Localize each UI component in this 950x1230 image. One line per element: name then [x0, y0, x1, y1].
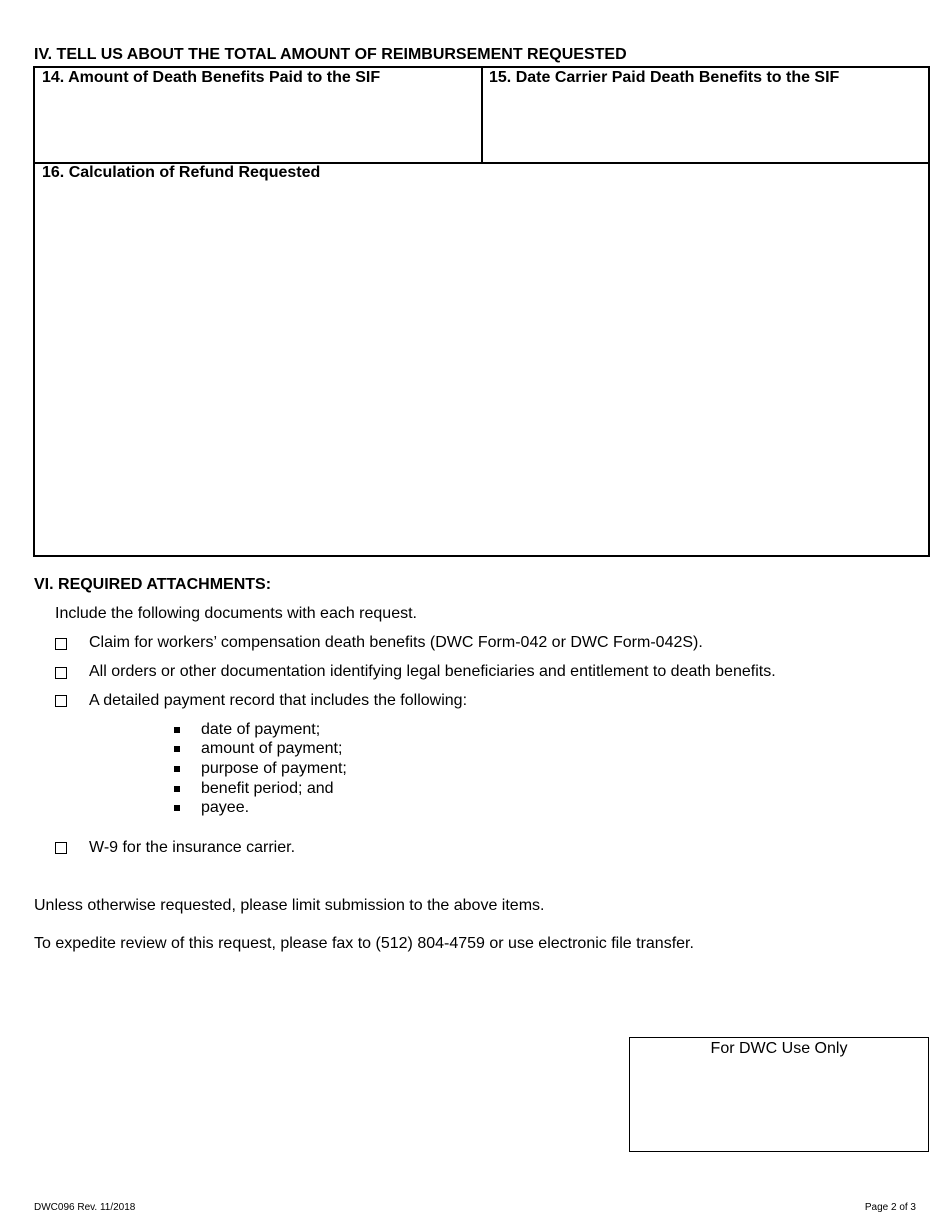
payment-detail-4: benefit period; and: [201, 780, 334, 797]
bullet-icon: [174, 746, 180, 752]
attachment-item-1: Claim for workers’ compensation death benefits (DWC Form-042 or DWC Form-042S).: [89, 634, 703, 651]
field-15-label: 15. Date Carrier Paid Death Benefits to the SIF: [489, 69, 840, 86]
attachment-checkbox-4[interactable]: [55, 842, 67, 854]
page-number: Page 2 of 3: [864, 1202, 916, 1213]
payment-detail-5: payee.: [201, 799, 250, 816]
field-16-input[interactable]: [35, 164, 928, 555]
attachment-item-3: A detailed payment record that includes the following:: [89, 692, 468, 709]
attachment-checkbox-3[interactable]: [55, 695, 67, 707]
limit-note: Unless otherwise requested, please limit submission to the above items.: [34, 897, 545, 914]
field-14-input[interactable]: [35, 68, 481, 162]
payment-detail-3: purpose of payment;: [201, 760, 347, 777]
attachment-checkbox-1[interactable]: [55, 638, 67, 650]
payment-detail-1: date of payment;: [201, 721, 321, 738]
bullet-icon: [174, 766, 180, 772]
field-15-input[interactable]: [483, 68, 928, 162]
dwc-use-only-box: [629, 1037, 929, 1152]
attachment-item-4: W-9 for the insurance carrier.: [89, 839, 296, 856]
bullet-icon: [174, 727, 180, 733]
reimbursement-table: [33, 66, 930, 557]
section-vi-title: VI. REQUIRED ATTACHMENTS:: [34, 576, 272, 593]
bullet-icon: [174, 805, 180, 811]
attachment-item-2: All orders or other documentation identifying legal beneficiaries and entitlement to death benefits.: [89, 663, 776, 680]
bullet-icon: [174, 786, 180, 792]
field-14-label: 14. Amount of Death Benefits Paid to the SIF: [42, 69, 381, 86]
field-16-label: 16. Calculation of Refund Requested: [42, 164, 321, 181]
attachment-checkbox-2[interactable]: [55, 667, 67, 679]
attachments-intro: Include the following documents with each request.: [55, 605, 417, 622]
form-id: DWC096 Rev. 11/2018: [34, 1202, 136, 1213]
section-iv-title: IV. TELL US ABOUT THE TOTAL AMOUNT OF REIMBURSEMENT REQUESTED: [34, 46, 627, 63]
dwc-use-only-label: For DWC Use Only: [710, 1040, 848, 1057]
expedite-note: To expedite review of this request, please fax to (512) 804-4759 or use electronic file transfer.: [34, 935, 694, 952]
payment-detail-2: amount of payment;: [201, 740, 343, 757]
